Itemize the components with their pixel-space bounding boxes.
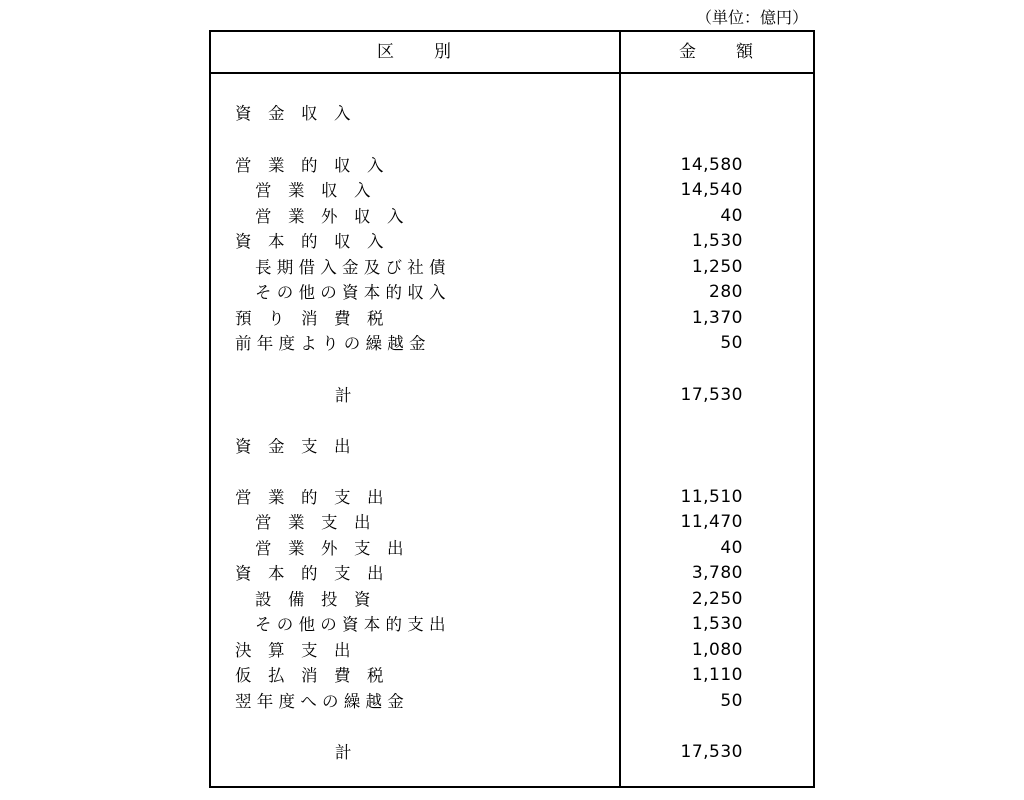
row-label: 資 金 支 出 xyxy=(235,437,351,456)
row-amount: 50 xyxy=(720,691,743,711)
row-amount: 17,530 xyxy=(680,742,743,762)
table-row xyxy=(211,306,813,331)
row-amount: 11,510 xyxy=(680,487,743,507)
table-row xyxy=(211,612,813,637)
table-row xyxy=(211,587,813,612)
table-row xyxy=(211,178,813,203)
table-row xyxy=(211,153,813,178)
row-amount: 14,540 xyxy=(680,180,743,200)
row-amount: 2,250 xyxy=(691,589,743,609)
row-label: 計 xyxy=(335,743,352,762)
table-row xyxy=(211,255,813,280)
table-row xyxy=(211,280,813,305)
unit-note: （単位：億円） xyxy=(695,8,808,27)
table-row xyxy=(211,536,813,561)
row-label: 前 年 度 よ り の 繰 越 金 xyxy=(235,334,426,353)
row-amount: 1,370 xyxy=(691,308,743,328)
header-label-column: 区 別 xyxy=(377,42,453,62)
row-amount: 40 xyxy=(720,538,743,558)
row-label: そ の 他 の 資 本 的 収 入 xyxy=(255,283,446,302)
row-label: 資 金 収 入 xyxy=(235,104,351,123)
table-row xyxy=(211,101,813,126)
row-label: 翌 年 度 へ の 繰 越 金 xyxy=(235,692,404,711)
row-label: 営 業 支 出 xyxy=(255,513,371,532)
table-row xyxy=(211,663,813,688)
row-amount: 11,470 xyxy=(680,512,743,532)
row-amount: 3,780 xyxy=(691,563,743,583)
row-label: 預 り 消 費 税 xyxy=(235,309,384,328)
row-amount: 280 xyxy=(709,282,743,302)
row-amount: 14,580 xyxy=(680,155,743,175)
row-label: 営 業 収 入 xyxy=(255,181,371,200)
row-label: 営 業 的 支 出 xyxy=(235,488,384,507)
table-row xyxy=(211,510,813,535)
row-label: 資 本 的 収 入 xyxy=(235,232,384,251)
row-label: 仮 払 消 費 税 xyxy=(235,666,384,685)
row-label: 設 備 投 資 xyxy=(255,590,371,609)
row-amount: 17,530 xyxy=(680,385,743,405)
row-label: 営 業 的 収 入 xyxy=(235,156,384,175)
table-row xyxy=(211,204,813,229)
table-row xyxy=(211,740,813,765)
row-label: 営 業 外 収 入 xyxy=(255,207,404,226)
table-row xyxy=(211,561,813,586)
row-label: 営 業 外 支 出 xyxy=(255,539,404,558)
row-amount: 1,080 xyxy=(691,640,743,660)
table-row xyxy=(211,638,813,663)
row-amount: 1,530 xyxy=(691,614,743,634)
row-label: 資 本 的 支 出 xyxy=(235,564,384,583)
table-row xyxy=(211,689,813,714)
row-label: 決 算 支 出 xyxy=(235,641,351,660)
table-row xyxy=(211,331,813,356)
row-amount: 1,530 xyxy=(691,231,743,251)
table-row xyxy=(211,434,813,459)
row-amount: 50 xyxy=(720,333,743,353)
header-amount-column: 金 額 xyxy=(679,42,755,62)
table-row xyxy=(211,383,813,408)
row-label: そ の 他 の 資 本 的 支 出 xyxy=(255,615,446,634)
table-row xyxy=(211,229,813,254)
row-label: 長 期 借 入 金 及 び 社 債 xyxy=(255,258,446,277)
row-amount: 1,250 xyxy=(691,257,743,277)
table-row xyxy=(211,485,813,510)
row-amount: 40 xyxy=(720,206,743,226)
header-rule xyxy=(211,72,813,74)
funds-table xyxy=(209,30,815,788)
row-label: 計 xyxy=(335,386,352,405)
row-amount: 1,110 xyxy=(691,665,743,685)
